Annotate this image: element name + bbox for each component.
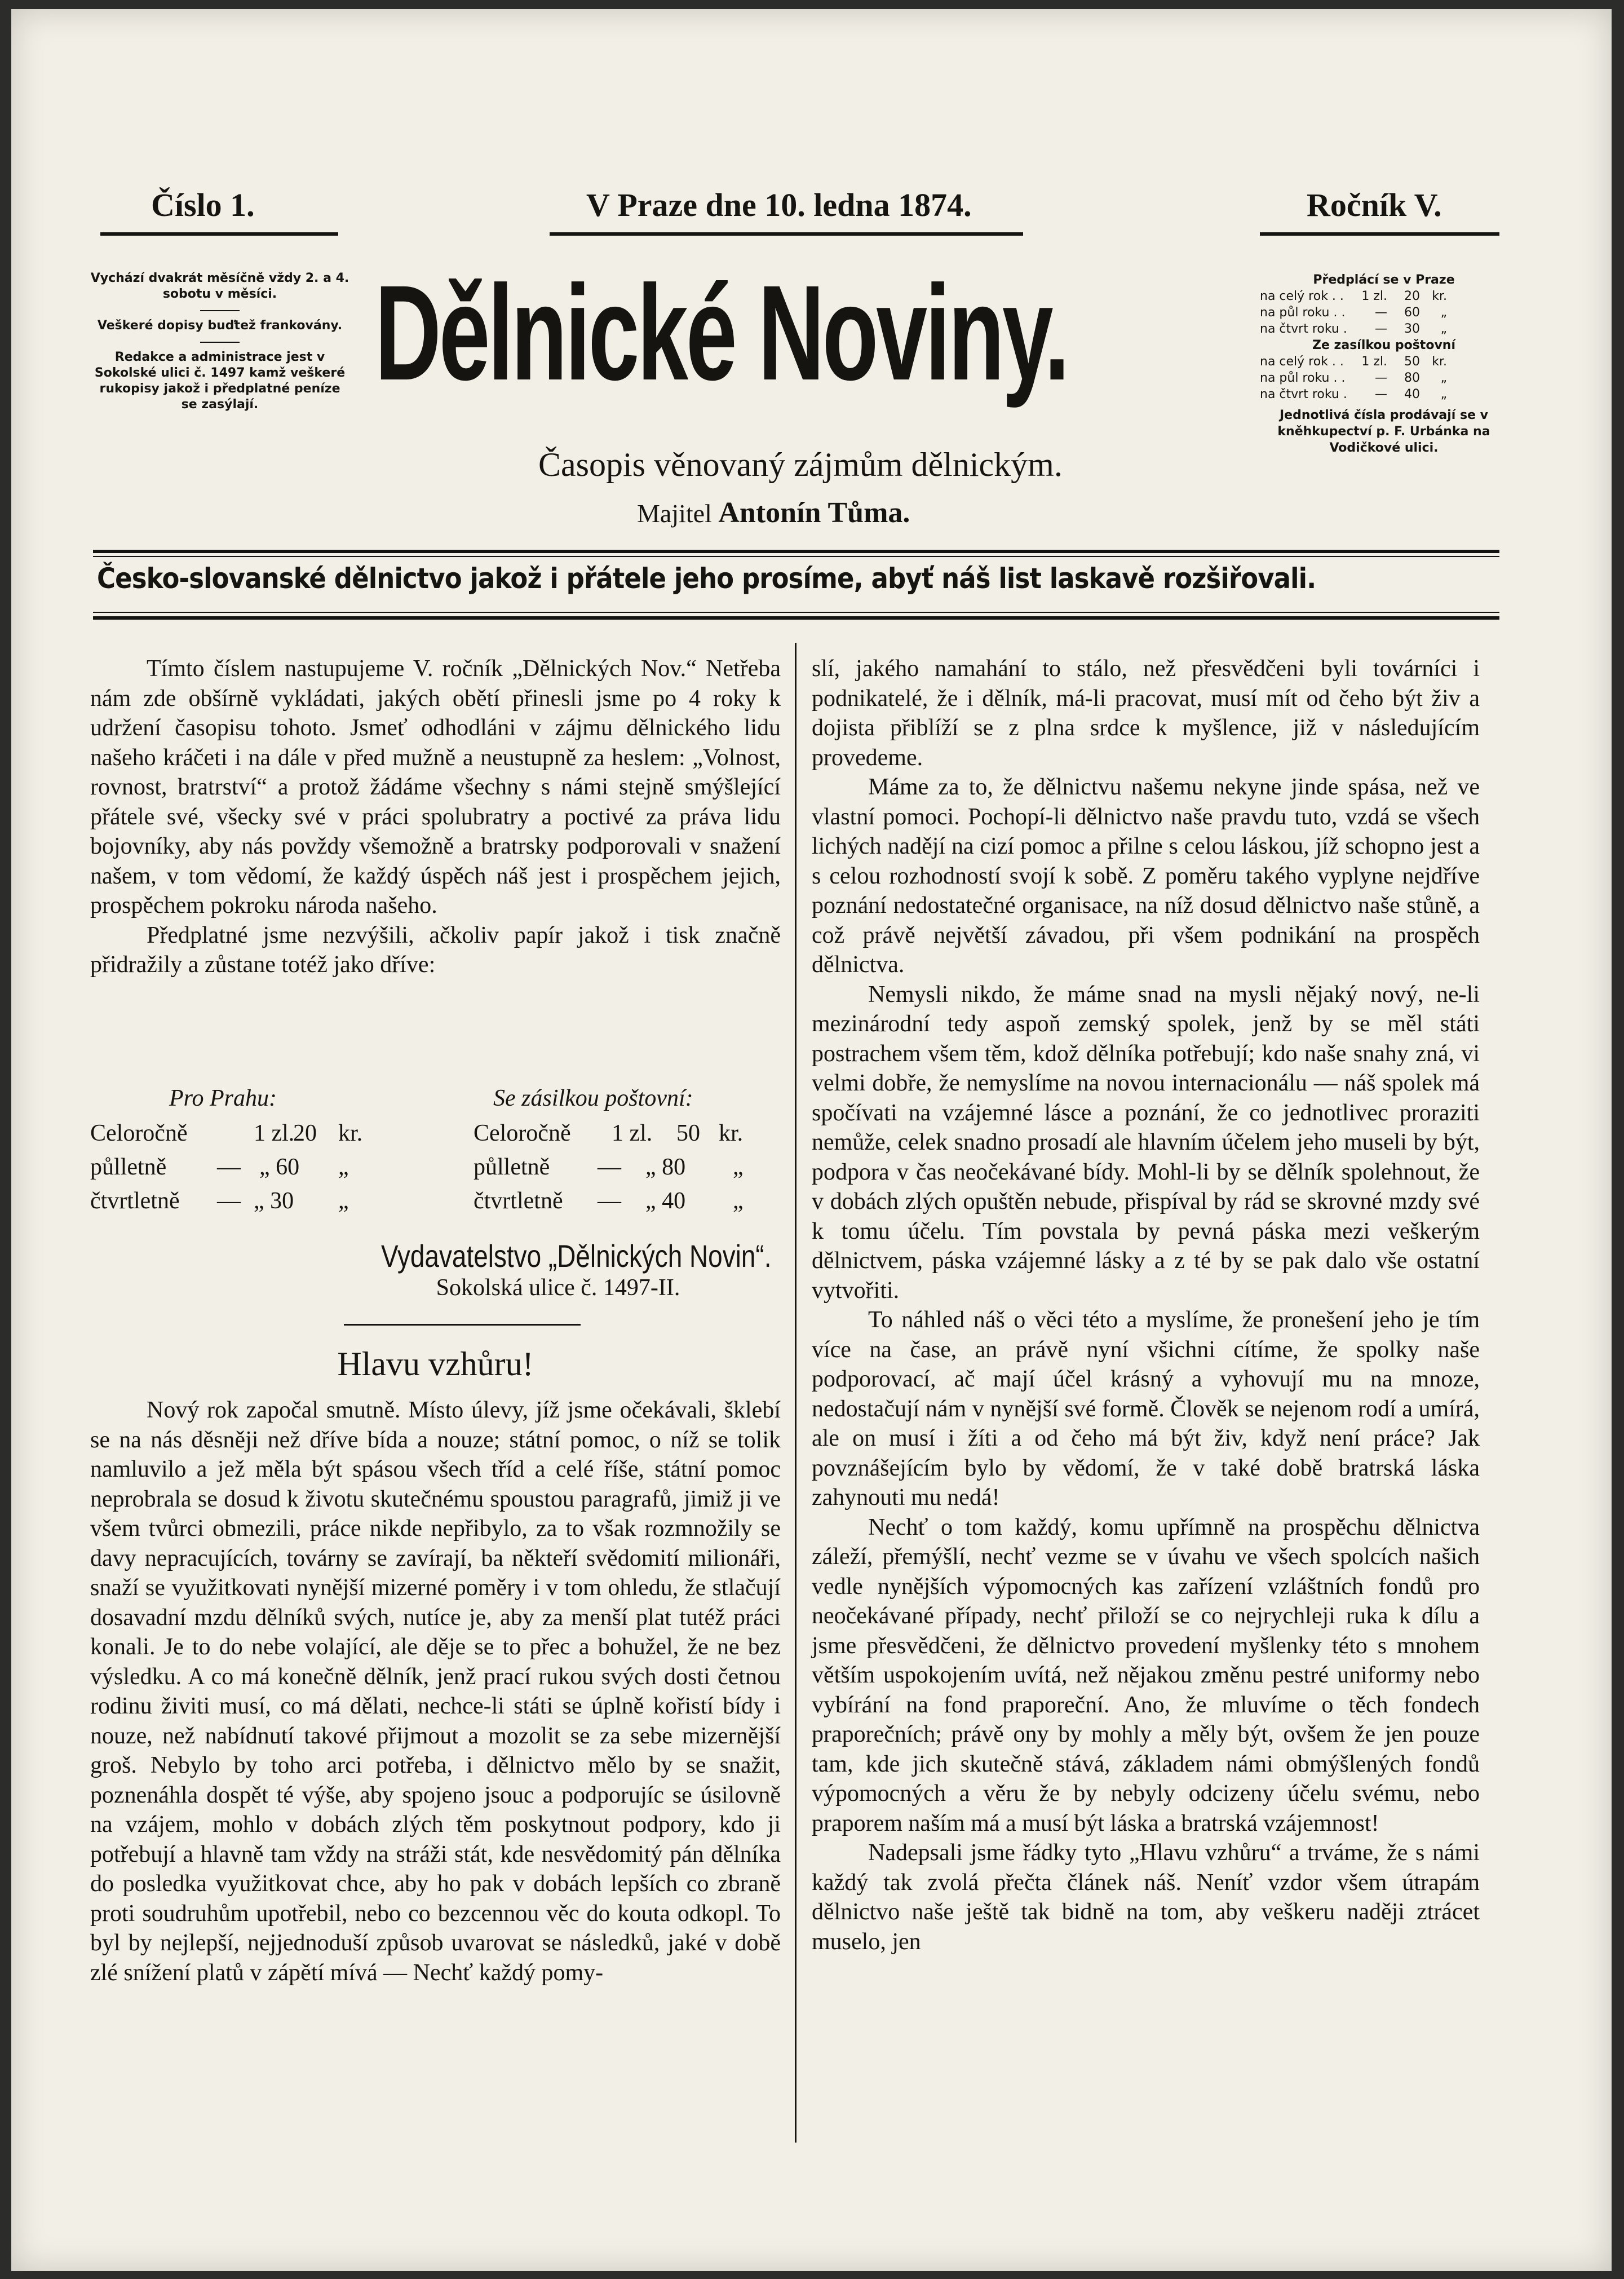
banner-top-rule	[93, 550, 1499, 553]
issue-number: Číslo 1.	[151, 187, 255, 223]
editorial-address-note: Redakce a administrace jest v Sokolské ulici č. 1497 kamž veškeré rukopisy jakož i předplatné peníze se zasýlají.	[94, 350, 346, 412]
subscription-prices	[1260, 272, 1508, 456]
publication-notes	[90, 271, 349, 421]
article-body-right	[812, 654, 1480, 1956]
price-row: na celý rok . . 1 zl. 50 kr.	[1260, 355, 1447, 369]
appeal-banner: Česko-slovanské dělnictvo jakož i přátele jeho prosíme, abyť náš list laskavě rozšiřovali.	[97, 562, 1316, 595]
newspaper-subtitle: Časopis věnovaný zájmům dělnickým.	[538, 446, 1063, 483]
dateline-underline	[550, 232, 1023, 236]
price-row: na čtvrt roku . — 30 „	[1260, 322, 1447, 336]
article-paragraph: Nechť o tom každý, komu upřímně na prospěchu dělnictva záleží, přemýšlí, nechť vezme se v úvahu ve všech spolcích našich vedle nynějších výpomocných kas zařízení vzláštních fondů pro neočekávané případy, nechť přiloží se co nejrychleji ruka k dílu a jsme přesvědčeni, že dělnictvo provedení myšlenky této s mnohem větším uspokojením uvítá, než nějakou změnu pestré uniformy nebo vybírání na fond praporeční. Ano, že mluvíme o těch fondech praporečních; právě ony by mohly a měly být, ovšem že jen pouze tam, kde jich skutečně stává, základem námi obmýšlených fondů výpomocných a věru že by nebyly odcizeny účelu svému, nebo praporem naším má a musí být láska a bratrská vzájemnost!	[812, 1514, 1480, 1836]
banner-bottom-rule	[93, 616, 1499, 620]
price-table-heading-prague: Pro Prahu:	[169, 1085, 277, 1111]
price-table: Pro Prahu: Se zásilkou poštovní: Celoročně 1 zl. 20 kr. Celoročně 1 zl. 50 kr. půlletně — „ 60 „ půlletně — „ 80 „ čtvrtletně — „ 30 „ čtvrtletně — „ 40 „	[90, 1084, 781, 1230]
divider	[200, 310, 240, 311]
owner-label: Majitel	[637, 499, 712, 528]
editorial-intro: Tímto číslem nastupujeme V. ročník „Dělnických Nov.“ Netřeba nám zde obšírně vykládati, jakých obětí přinesli jsme po 4 roky k udržení časopisu tohoto. Jsmeť odhodláni v zájmu dělnického lidu našeho kráčeti i na dále v před mužně a neustupně za heslem: „Volnost, rovnost, bratrství“ a protož žádáme všechny s námi stejně smýšlející přátele své, všecky své v práci spolubratry a poctivé za práva lidu bojovníky, aby nás povždy všemožně a bratrsky podporovali v snažení našem, v tom vědomí, že každý úspěch náš jest i prospěchem jejich, prospěchem pokroku národa našeho.	[90, 656, 781, 918]
banner-bottom-rule-thin	[93, 612, 1499, 613]
price-row: na celý rok . . 1 zl. 20 kr.	[1260, 289, 1447, 303]
column-divider	[795, 643, 796, 2143]
publisher-address: Sokolská ulice č. 1497-II.	[436, 1275, 680, 1301]
post-heading: Ze zasílkou poštovní	[1312, 338, 1455, 352]
article-paragraph: Nemysli nikdo, že máme snad na mysli nějaký nový, ne-li mezinárodní tedy aspoň zemský spolek, jenž by se měl státi postrachem všem těm, kdož dělníka potřebují; kdo naše snahy zná, vi velmi dobře, že nemyslíme na novou internacionálu — náš spolek má spočívati na vzájemné lásce a poznání, že co jednotlivec proraziti nemůže, celek snadno prosadí ale hlavním účelem jeho museli by být, podpora v čas neočekávané bídy. Mohl-li by se dělník spolehnout, že v dobách zlých opuštěn nebude, přispíval by rád se skrovné mzdy své k tomu účelu. Tím povstala by pevná páska mezi veškerým dělnictvem, páska vzájemné lásky a z té by se pak dalo vše ostatní vytvořiti.	[812, 981, 1480, 1304]
letters-note: Veškeré dopisy buďtež frankovány.	[97, 319, 343, 333]
owner-name: Antonín Tůma.	[718, 497, 910, 529]
newspaper-title: Dělnické Noviny.	[375, 257, 1068, 408]
section-divider	[344, 1324, 581, 1326]
volume-underline	[1260, 232, 1499, 236]
article-paragraph: Máme za to, že dělnictvu našemu nekyne jinde spása, než ve vlastní pomoci. Pochopí-li dělnictvo naše pravdu tuto, vzdá se všech lichých nadějí na cizí pomoc a přilne s celou láskou, jíž schopno jest a s celou rozhodností svojí k sobě. Z poměru takého vyplyne nejdříve poznání nedostatečné organisace, na níž dosud dělnictvo naše stůně, a což právě největší závadou, při všem podnikání na prospěch dělnictva.	[812, 774, 1480, 978]
price-row: na půl roku . . — 60 „	[1260, 306, 1447, 320]
single-copy-note: Jednotlivá čísla prodávají se v kněhkupectví p. F. Urbánka na Vodičkové ulici.	[1277, 408, 1490, 455]
frequency-note: Vychází dvakrát měsíčně vždy 2. a 4. sobotu v měsíci.	[90, 271, 349, 301]
price-table-heading-post: Se zásilkou poštovní:	[493, 1085, 693, 1111]
divider	[200, 342, 240, 343]
banner-top-rule-thin	[93, 556, 1499, 557]
article-title: Hlavu vzhůru!	[337, 1345, 534, 1383]
dateline: V Praze dne 10. ledna 1874.	[586, 187, 972, 223]
price-row: na čtvrt roku . — 40 „	[1260, 387, 1447, 401]
prague-heading: Předplácí se v Praze	[1313, 273, 1455, 287]
article-paragraph: Nadepsali jsme řádky tyto „Hlavu vzhůru“ a trváme, že s námi každý tak zvolá přečta článek náš. Neníť vzdor všem útrapám dělnictvo naše ještě tak bidně na tom, aby veškeru naději ztrácet muselo, jen	[812, 1840, 1480, 1955]
article-body-left	[90, 1395, 781, 1988]
publisher-block	[338, 1238, 778, 1301]
left-column-intro	[90, 654, 781, 980]
article-paragraph: To náhled náš o věci této a myslíme, že pronešení jeho je tím více na čase, an právě nyní všichni cítíme, že spolky naše podporovací, ač mají účel krásný a vyhovují mu na mnoze, nedostačují nám v nynější své formě. Člověk se nejenom rodí a umírá, ale on musí i žíti a od čeho má být živ, když není práce? Jak povznášejícím bylo by vědomí, že v také době bratrská láska zahynouti mu nedá!	[812, 1307, 1480, 1510]
price-note: Předplatné jsme nezvýšili, ačkoliv papír jakož i tisk značně přidražily a zůstane totéž jako dříve:	[90, 922, 781, 978]
publisher-name: Vydavatelstvo „Dělnických Novin“.	[381, 1238, 772, 1274]
article-paragraph: Nový rok započal smutně. Místo úlevy, jíž jsme očekávali, šklebí se na nás děsněji než dříve bída a nouze; státní pomoc, o níž se tolik namluvilo a jež měla být spásou všech tříd a celé říše, státní pomoc neprobrala se dosud k životu skutečnému spoustou paragrafů, jimiž ji ve všem tvůrci obmezili, práce nikde nepřibylo, za to však rozmnožily se davy nepracujících, továrny se zavírají, ba někteří svědomití milionáři, snaží se využitkovati nynější mizerné poměry i v tom ohledu, že stlačují dosavadní mzdu dělníků svých, nutíce je, aby za menší plat tutéž práci konali. Je to do nebe volající, ale děje se to přec a bohužel, že ne bez výsledku. A co má konečně dělník, jenž prací rukou svých dosti četnou rodinu živiti musí, co má dělati, nechce-li státi se úplně kořistí bídy i nouze, než nabídnutí takové přijmout a mozolit se za sebe mizernější groš. Nebylo by toho arci potřeba, i dělnictvo mělo by se snažit, poznenáhla dospět té výše, aby spojeno jsouc a podporujíc se úsilovně na vzájem, mohlo v dobách zlých těm poskytnout podpory, kdo ji potřebují a hlavně tam vždy na stráži stát, kde nesvědomitý pán dělníka do posledka využitkovat chce, aby ho pak v dobách lepších co zbraně proti soudruhům upotřebil, nebo co bezcennou věc do kouta odkopl. To byl by nejlepší, nejjednoduší způsob uvarovat se následků, jaké v době zlé snížení platů v zápětí mívá — Nechť každý pomy-	[90, 1397, 781, 1986]
price-row: na půl roku . . — 80 „	[1260, 371, 1447, 385]
volume-number: Ročník V.	[1307, 187, 1442, 223]
article-paragraph: slí, jakého namahání to stálo, než přesvědčeni byli továrníci i podnikatelé, že i dělník, má-li pracovat, musí mít od čeho být živ a dojista přiblíží se z plna srdce k myšlence, již v následujícím provedeme.	[812, 656, 1480, 771]
owner-line	[637, 496, 910, 529]
issue-underline	[100, 232, 338, 236]
